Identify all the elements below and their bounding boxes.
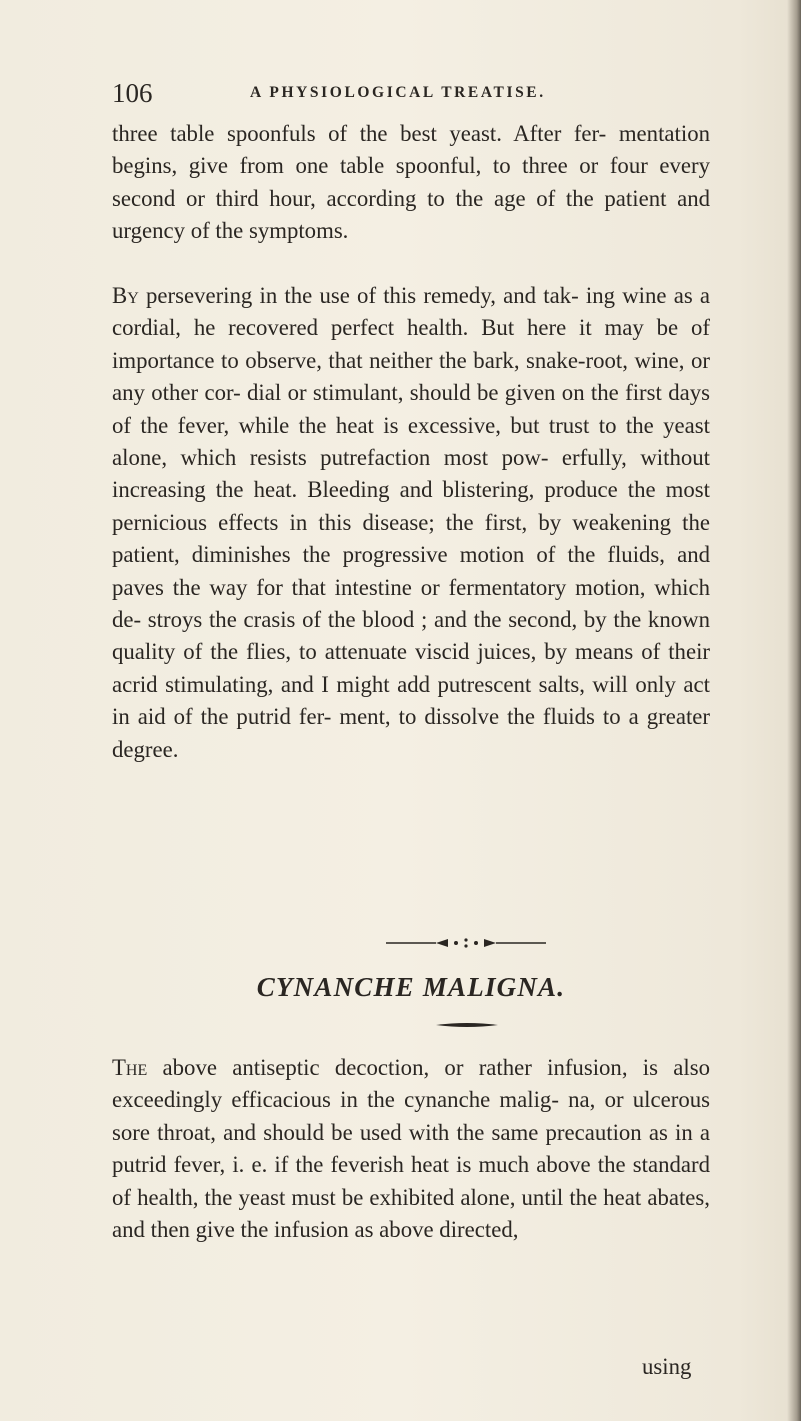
- paragraph-2: [112, 280, 710, 766]
- section-heading: CYNANCHE MALIGNA.: [256, 972, 566, 1002]
- ornament-divider: [386, 935, 546, 951]
- paragraph-2-lead: By: [112, 283, 139, 308]
- page-number: 106: [112, 78, 153, 108]
- paragraph-3: [112, 1052, 710, 1246]
- page-edge-shadow: [787, 0, 801, 1421]
- paragraph-3-text: above antiseptic decoction, or rather infusion, is also exceedingly efficacious in the cynanche malig- na, or ulcerous sore throat, and should be used with the same precaution as in a putrid fever, i. e. if the feverish heat is much above the standard of health, the yeast must be exhibited alone, until the heat abates, and then give the infusion as above directed,: [112, 1055, 710, 1243]
- paragraph-1: three table spoonfuls of the best yeast. After fer- mentation begins, give from one table spoonful, to three or four every second or third hour, according to the age of the patient and urgency of the symptoms.: [112, 121, 710, 244]
- short-rule: [436, 1022, 498, 1028]
- page-header: [112, 78, 722, 108]
- running-head: A PHYSIOLOGICAL TREATISE.: [250, 84, 546, 101]
- paragraph-2-text: persevering in the use of this remedy, and tak- ing wine as a cordial, he recovered perfect health. But here it may be of importance to observe, that neither the bark, snake-root, wine, or any other cor- dial or stimulant, should be given on the first days of the fever, while the heat is excessive, but trust to the yeast alone, which resists putrefaction most pow- erfully, without increasing the heat. Bleeding and blistering, produce the most pernicious effects in this disease; the first, by weakening the patient, diminishes the progressive motion of the fluids, and paves the way for that intestine or fermentatory motion, which de- stroys the crasis of the blood ; and the second, by the known quality of the flies, to attenuate viscid juices, by means of their acrid stimulating, and I might add putrescent salts, will only act in aid of the putrid fer- ment, to dissolve the fluids to a greater degree.: [112, 283, 710, 762]
- catchword: using: [642, 1354, 692, 1379]
- paragraph-3-lead: The: [112, 1055, 148, 1080]
